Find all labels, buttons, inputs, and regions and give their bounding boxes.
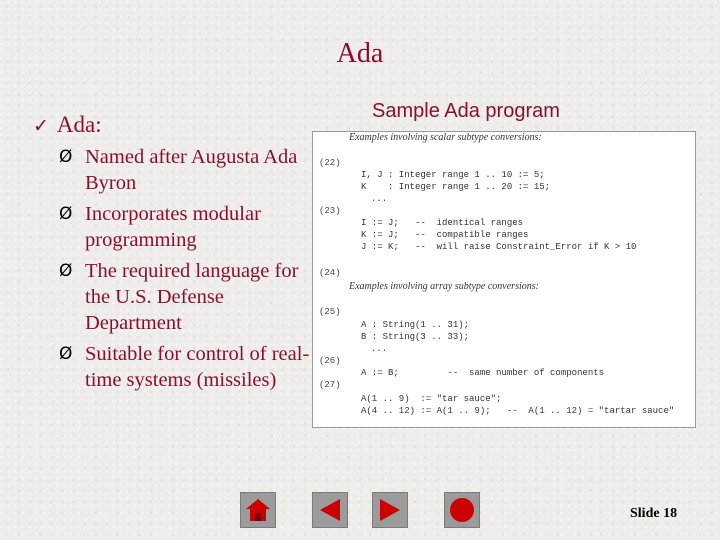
sub-bullet [33, 258, 313, 336]
sub-bullet-text: The required language for the U.S. Defense Department [85, 260, 299, 334]
code-figure [312, 131, 696, 428]
code-line: ... [371, 344, 388, 354]
code-line: B : String(3 .. 33); [361, 332, 470, 342]
arrow-bullet-icon: Ø [59, 204, 73, 224]
line-number: (27) [319, 380, 341, 390]
code-line: A(1 .. 9) := "tar sauce"; [361, 394, 502, 404]
home-button[interactable] [240, 492, 276, 528]
sub-bullet [33, 201, 313, 253]
arrow-bullet-icon: Ø [59, 261, 73, 281]
code-line: A : String(1 .. 31); [361, 320, 470, 330]
line-number: (25) [319, 307, 341, 317]
code-line: I := J; -- identical ranges [361, 218, 524, 228]
forward-icon [376, 496, 404, 524]
top-bullet-label: Ada: [56, 112, 102, 137]
slide-title: Ada [336, 38, 384, 69]
code-line: K : Integer range 1 .. 20 := 15; [361, 182, 551, 192]
figure-caption: Examples involving array subtype conversions: [349, 281, 539, 292]
slide-number: Slide 18 [630, 506, 678, 521]
next-slide-button[interactable] [372, 492, 408, 528]
figure-caption: Examples involving scalar subtype conversions: [349, 132, 542, 143]
panel-heading: Sample Ada program [372, 100, 560, 122]
top-bullet [33, 112, 313, 138]
code-line: ... [371, 194, 388, 204]
arrow-bullet-icon: Ø [59, 344, 73, 364]
stop-icon [448, 496, 476, 524]
bullet-list [33, 112, 313, 398]
line-number: (26) [319, 356, 341, 366]
sub-bullet [33, 341, 313, 393]
line-number: (23) [319, 206, 341, 216]
previous-slide-button[interactable] [312, 492, 348, 528]
check-icon: ✓ [33, 115, 49, 137]
code-line: A := B; -- same number of components [361, 368, 605, 378]
home-icon [244, 496, 272, 524]
code-line: J := K; -- will raise Constraint_Error if K > 10 [361, 242, 637, 252]
code-line: K := J; -- compatible ranges [361, 230, 529, 240]
end-show-button[interactable] [444, 492, 480, 528]
sub-bullet [33, 144, 313, 196]
code-line: A(4 .. 12) := A(1 .. 9); -- A(1 .. 12) = "tartar sauce" [361, 406, 675, 416]
sub-bullet-list [33, 144, 313, 393]
code-line: I, J : Integer range 1 .. 10 := 5; [361, 170, 545, 180]
line-number: (24) [319, 268, 341, 278]
arrow-bullet-icon: Ø [59, 147, 73, 167]
sub-bullet-text: Suitable for control of real-time systems (missiles) [85, 343, 310, 391]
line-number: (22) [319, 158, 341, 168]
sub-bullet-text: Incorporates modular programming [85, 203, 261, 251]
back-icon [316, 496, 344, 524]
sub-bullet-text: Named after Augusta Ada Byron [85, 146, 298, 194]
